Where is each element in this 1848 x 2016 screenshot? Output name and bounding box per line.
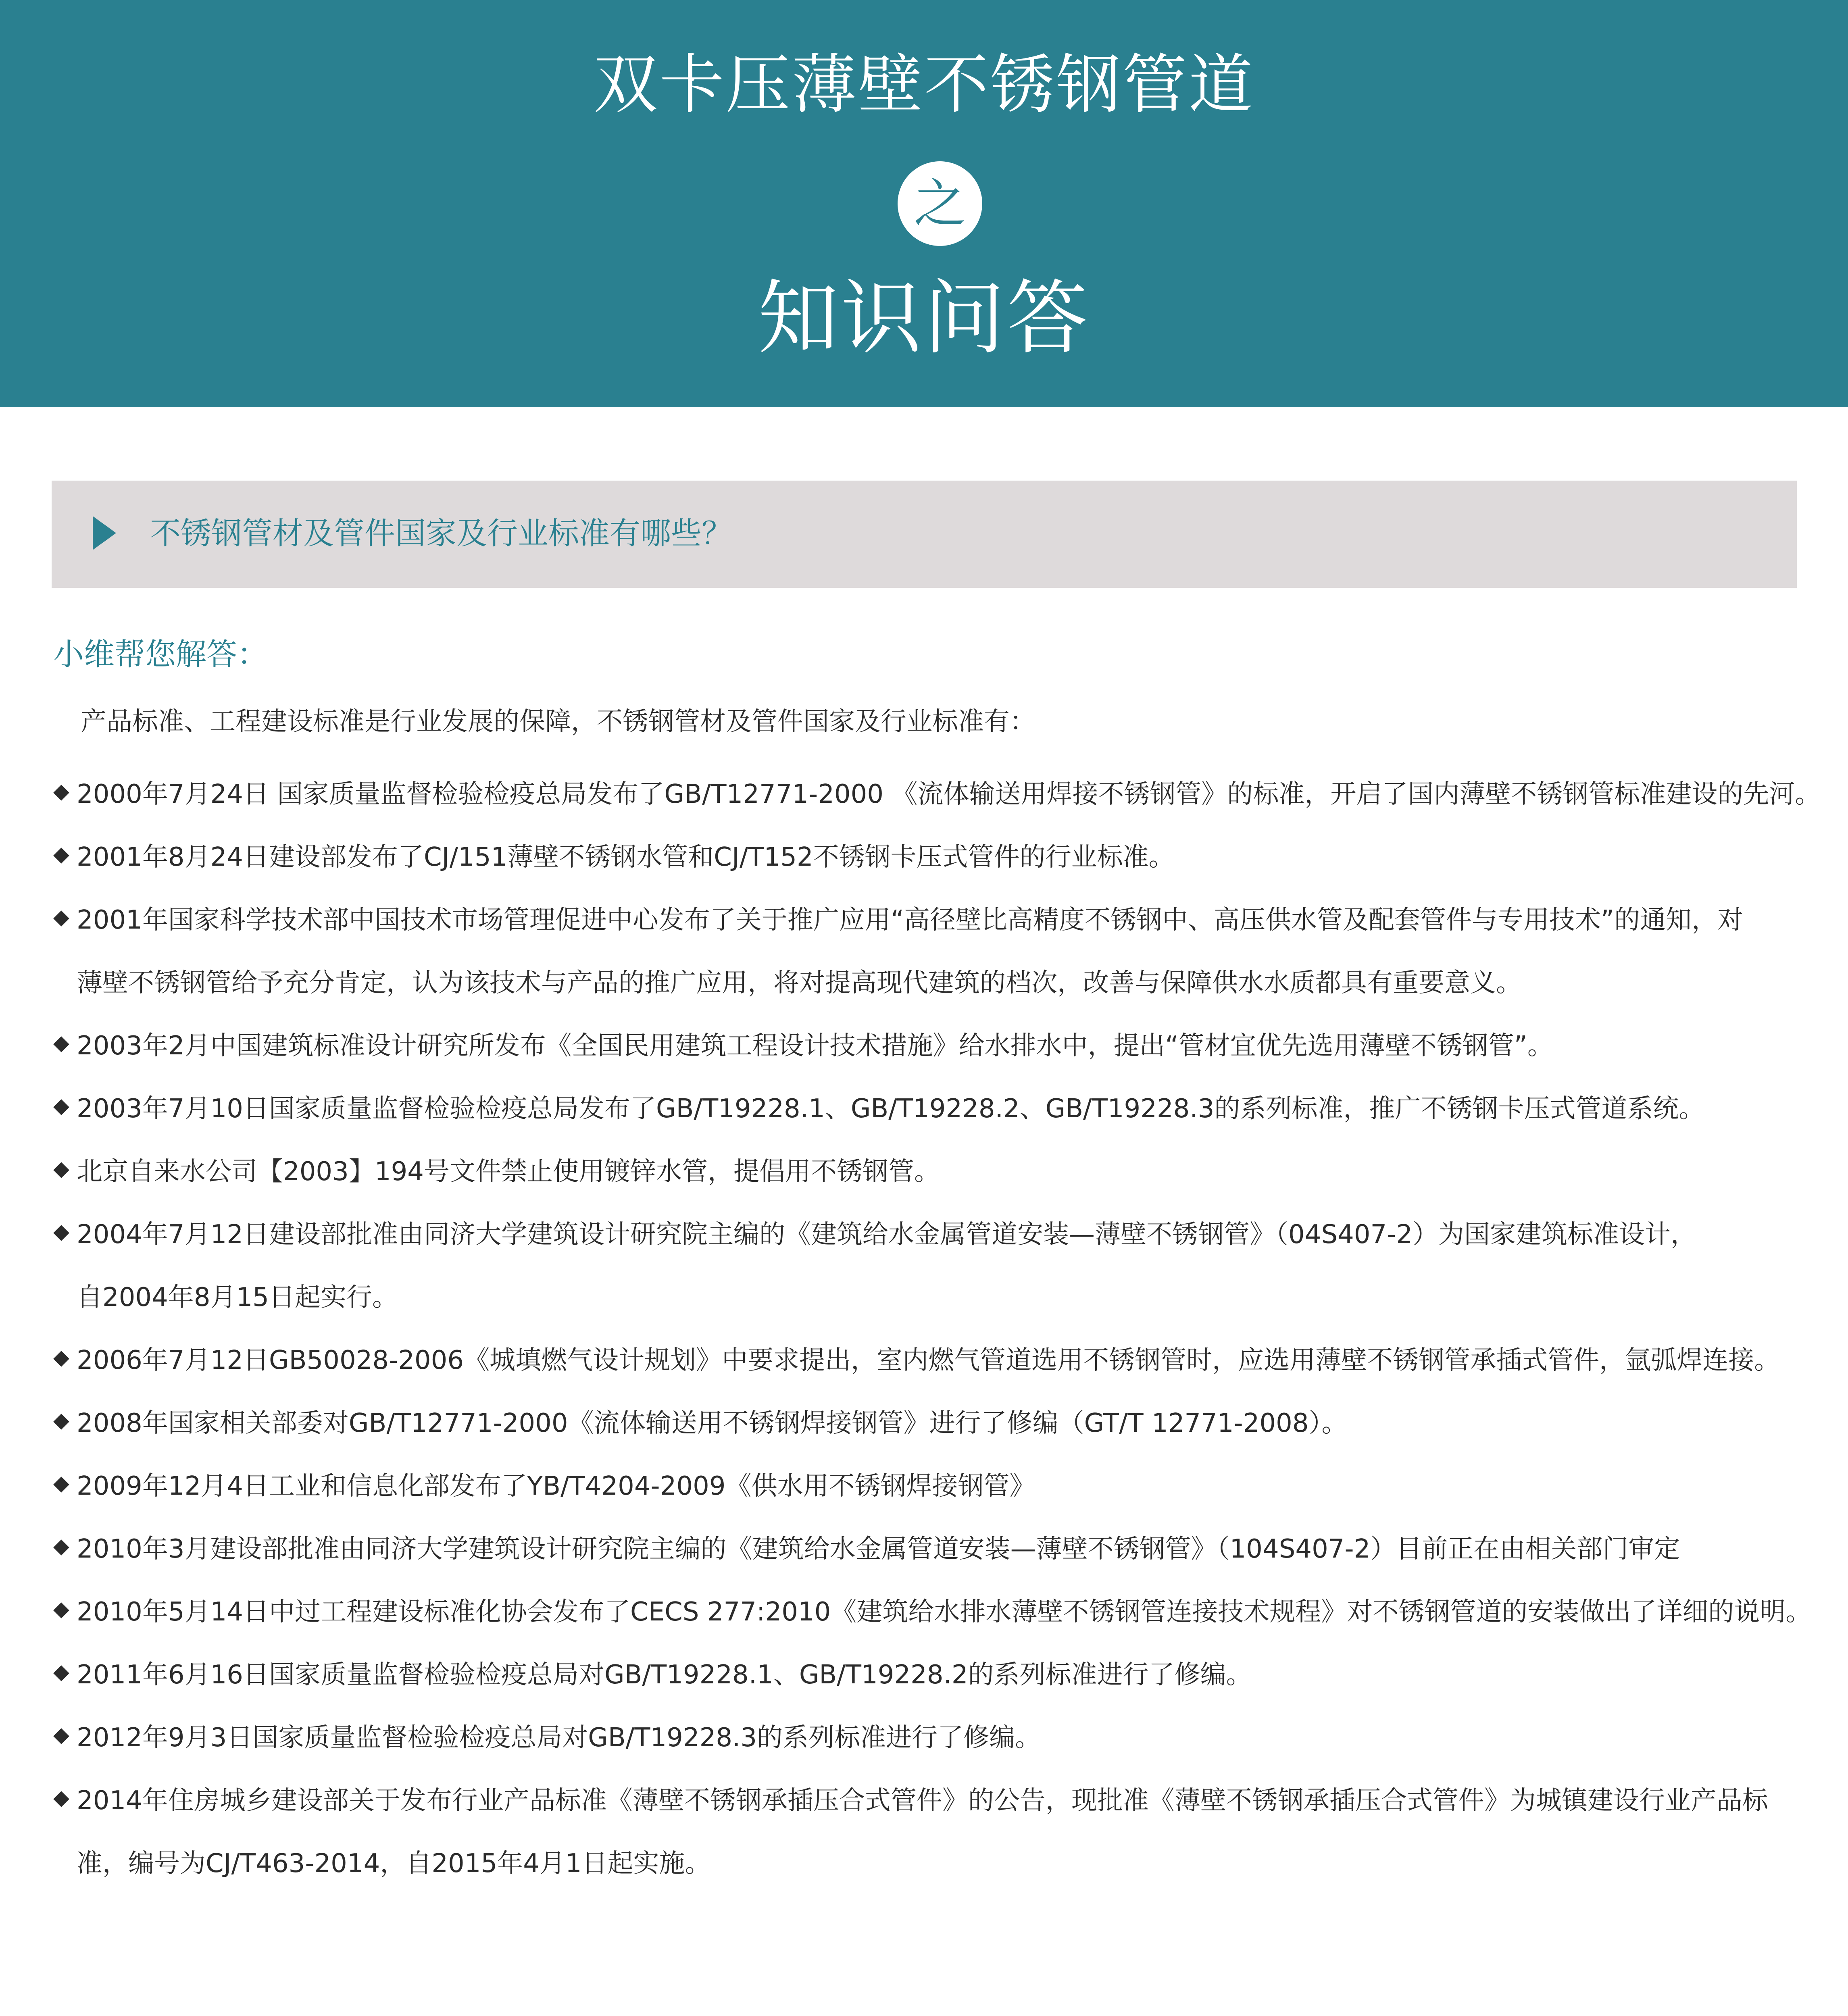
question-text: 不锈钢管材及管件国家及行业标准有哪些？: [150, 515, 732, 551]
list-item-text: 准，编号为CJ/T463-2014，自2015年4月1日起实施。: [77, 1849, 711, 1879]
list-item-text: 2010年3月建设部批准由同济大学建筑设计研究院主编的《建筑给水金属管道安装—薄壁不锈钢管》（104S407-2）目前正在由相关部门审定: [77, 1534, 1680, 1564]
list-item-text: 薄壁不锈钢管给予充分肯定，认为该技术与产品的推广应用，将对提高现代建筑的档次，改善与保障供水水质都具有重要意义。: [77, 968, 1522, 998]
zhi-badge: 之: [898, 161, 982, 246]
diamond-bullet-icon: [53, 1351, 69, 1367]
list-item-text: 2003年2月中国建筑标准设计研究所发布《全国民用建筑工程设计技术措施》给水排水中，提出“管材宜优先选用薄壁不锈钢管”。: [77, 1031, 1553, 1061]
diamond-bullet-icon: [53, 1539, 69, 1556]
list-item-text: 2009年12月4日工业和信息化部发布了YB/T4204-2009《供水用不锈钢焊接钢管》: [77, 1471, 1035, 1501]
list-item: [0, 1014, 1848, 1077]
list-item: [0, 1769, 1848, 1895]
diamond-bullet-icon: [53, 1477, 69, 1493]
list-item-text: 2010年5月14日中过工程建设标准化协会发布了CECS 277:2010《建筑给水排水薄壁不锈钢管连接技术规程》对不锈钢管道的安装做出了详细的说明。: [77, 1597, 1812, 1627]
diamond-bullet-icon: [53, 848, 69, 864]
list-item-text: 北京自来水公司【2003】194号文件禁止使用镀锌水管，提倡用不锈钢管。: [77, 1157, 940, 1187]
diamond-bullet-icon: [53, 1162, 69, 1178]
list-item: [0, 1077, 1848, 1140]
list-item-text: 2000年7月24日 国家质量监督检验检疫总局发布了GB/T12771-2000 《流体输送用焊接不锈钢管》的标准，开启了国内薄壁不锈钢管标准建设的先河。: [77, 779, 1821, 809]
list-item-text: 自2004年8月15日起实行。: [77, 1283, 398, 1312]
standards-list: [0, 763, 1848, 1895]
diamond-bullet-icon: [53, 1791, 69, 1807]
header-banner: [0, 0, 1848, 407]
diamond-bullet-icon: [53, 1602, 69, 1618]
list-item: [0, 1392, 1848, 1455]
play-triangle-icon: [93, 516, 116, 550]
list-item-text: 2001年国家科学技术部中国技术市场管理促进中心发布了关于推广应用“高径壁比高精度不锈钢中、高压供水管及配套管件与专用技术”的通知，对: [77, 905, 1744, 935]
list-item: [0, 763, 1848, 826]
list-item-text: 2006年7月12日GB50028-2006《城填燃气设计规划》中要求提出，室内燃气管道选用不锈钢管时，应选用薄壁不锈钢管承插式管件，氩弧焊连接。: [77, 1345, 1780, 1375]
diamond-bullet-icon: [53, 1225, 69, 1241]
diamond-bullet-icon: [53, 1414, 69, 1430]
page-title: 双卡压薄壁不锈钢管道: [593, 47, 1255, 122]
list-item: [0, 1329, 1848, 1392]
answer-intro: 产品标准、工程建设标准是行业发展的保障，不锈钢管材及管件国家及行业标准有：: [81, 707, 1035, 737]
diamond-bullet-icon: [53, 785, 69, 801]
diamond-bullet-icon: [53, 910, 69, 927]
list-item: [0, 1140, 1848, 1203]
page-subtitle: 知识问答: [758, 271, 1090, 365]
list-item-text: 2001年8月24日建设部发布了CJ/151薄壁不锈钢水管和CJ/T152不锈钢卡压式管件的行业标准。: [77, 842, 1175, 872]
question-bar: [52, 481, 1797, 588]
list-item-text: 2004年7月12日建设部批准由同济大学建筑设计研究院主编的《建筑给水金属管道安装—薄壁不锈钢管》（04S407-2）为国家建筑标准设计，: [77, 1220, 1697, 1250]
list-item: [0, 1706, 1848, 1769]
list-item: [0, 1518, 1848, 1581]
answer-label: 小维帮您解答：: [53, 636, 268, 672]
list-item-text: 2008年国家相关部委对GB/T12771-2000《流体输送用不锈钢焊接钢管》进行了修编（GT/T 12771-2008）。: [77, 1408, 1348, 1438]
list-item: [0, 826, 1848, 889]
list-item-text: 2012年9月3日国家质量监督检验检疫总局对GB/T19228.3的系列标准进行了修编。: [77, 1723, 1041, 1753]
list-item-text: 2011年6月16日国家质量监督检验检疫总局对GB/T19228.1、GB/T19228.2的系列标准进行了修编。: [77, 1660, 1252, 1690]
diamond-bullet-icon: [53, 1036, 69, 1052]
list-item: [0, 1643, 1848, 1706]
list-item: [0, 1581, 1848, 1643]
list-item-text: 2003年7月10日国家质量监督检验检疫总局发布了GB/T19228.1、GB/T19228.2、GB/T19228.3的系列标准，推广不锈钢卡压式管道系统。: [77, 1094, 1705, 1124]
diamond-bullet-icon: [53, 1728, 69, 1744]
list-item: [0, 889, 1848, 1014]
list-item: [0, 1203, 1848, 1329]
diamond-bullet-icon: [53, 1665, 69, 1681]
list-item: [0, 1455, 1848, 1518]
diamond-bullet-icon: [53, 1099, 69, 1115]
list-item-text: 2014年住房城乡建设部关于发布行业产品标准《薄壁不锈钢承插压合式管件》的公告，现批准《薄壁不锈钢承插压合式管件》为城镇建设行业产品标: [77, 1786, 1768, 1816]
